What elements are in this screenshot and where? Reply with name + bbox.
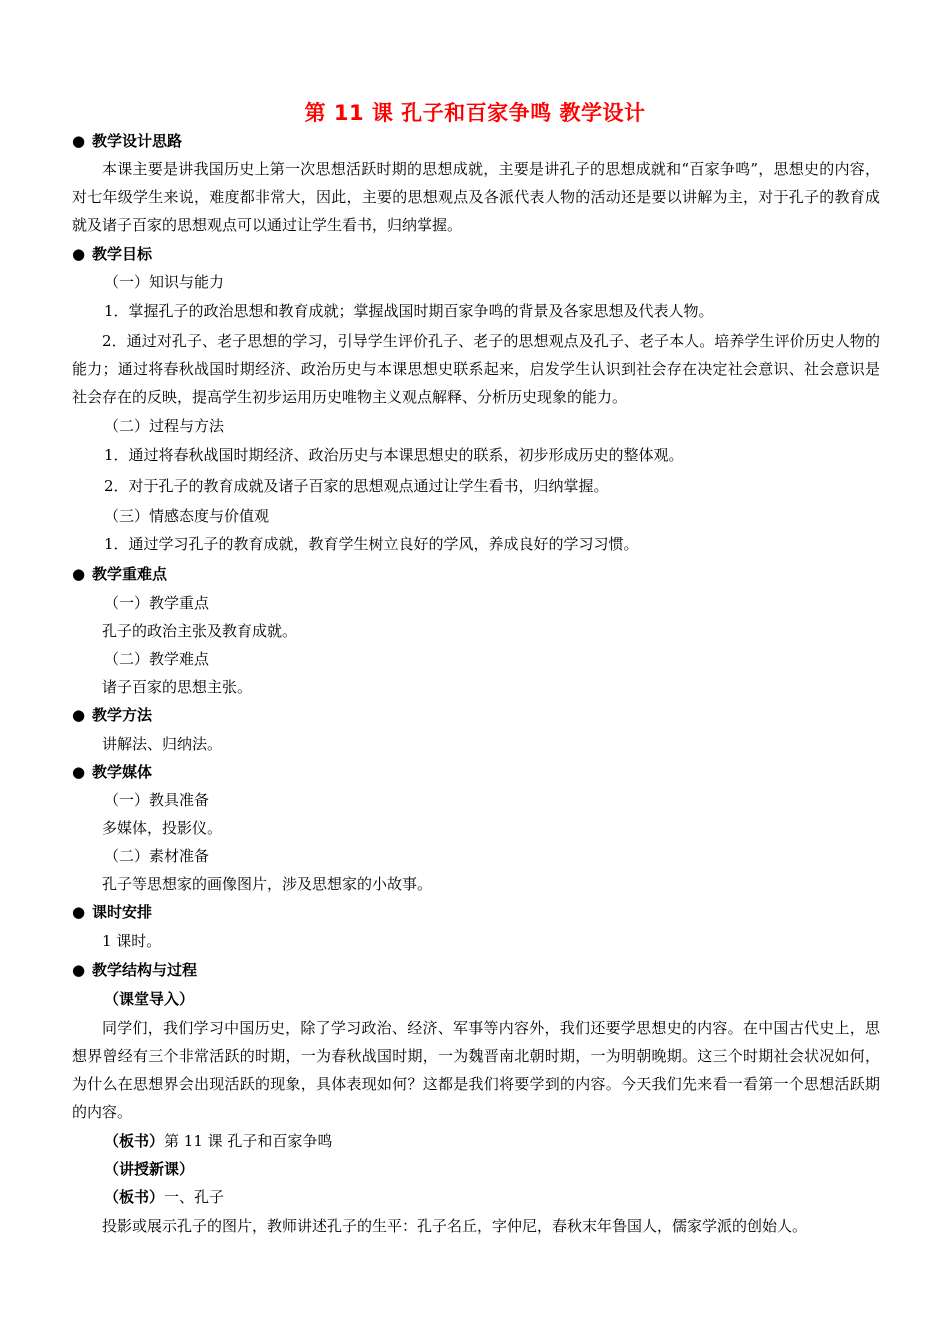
process-new-lesson-label: （讲授新课） bbox=[104, 1160, 195, 1178]
process-board-line-2 bbox=[104, 1183, 950, 1211]
design-idea-paragraph: 本课主要是讲我国历史上第一次思想活跃时期的思想成就，主要是讲孔子的思想成就和“百家争鸣”，思想史的内容，对七年级学生来说，难度都非常大，因此，主要的思想观点及各派代表人物的活动还是要以讲解为主，对于孔子的教育成就及诸子百家的思想观点可以通过让学生看书，归纳掌握。 bbox=[72, 160, 880, 234]
schedule-text: 1 课时。 bbox=[102, 932, 162, 950]
methods-text: 讲解法、归纳法。 bbox=[102, 735, 223, 753]
media-subheading-materials: （二）素材准备 bbox=[104, 847, 210, 865]
process-intro-label: （课堂导入） bbox=[104, 990, 195, 1008]
goals-item-3: 1．通过将春秋战国时期经济、政治历史与本课思想史的联系，初步形成历史的整体观。 bbox=[104, 446, 684, 464]
goals-item-5: 1．通过学习孔子的教育成就，教育学生树立良好的学风，养成良好的学习习惯。 bbox=[104, 535, 639, 553]
media-materials-text: 孔子等思想家的画像图片，涉及思想家的小故事。 bbox=[102, 875, 433, 893]
key-points-focus-text: 孔子的政治主张及教育成就。 bbox=[102, 622, 298, 640]
bullet-icon: ● bbox=[72, 132, 86, 150]
section-heading-process: ● 教学结构与过程 bbox=[72, 956, 950, 984]
process-confucius-bio: 投影或展示孔子的图片，教师讲述孔子的生平：孔子名丘，字仲尼，春秋末年鲁国人，儒家学派的创始人。 bbox=[102, 1217, 808, 1235]
section-heading-media: ● 教学媒体 bbox=[72, 758, 950, 786]
process-board-line-1 bbox=[104, 1127, 950, 1155]
process-intro-paragraph: 同学们，我们学习中国历史，除了学习政治、经济、军事等内容外，我们还要学思想史的内容。在中国古代史上，思想界曾经有三个非常活跃的时期，一为春秋战国时期，一为魏晋南北朝时期，一为明朝晚期。这三个时期社会状况如何，为什么在思想界会出现活跃的现象，具体表现如何？这都是我们将要学到的内容。今天我们先来看一看第一个思想活跃期的内容。 bbox=[72, 1019, 880, 1121]
media-subheading-tools: （一）教具准备 bbox=[104, 791, 210, 809]
bullet-icon: ● bbox=[72, 565, 86, 583]
section-heading-key-points: ● 教学重难点 bbox=[72, 560, 950, 588]
media-tools-text: 多媒体，投影仪。 bbox=[102, 819, 223, 837]
key-points-difficulty-text: 诸子百家的思想主张。 bbox=[102, 678, 253, 696]
goals-subheading-knowledge: （一）知识与能力 bbox=[104, 273, 225, 291]
section-heading-design-idea: ● 教学设计思路 bbox=[72, 127, 950, 155]
goals-item-1: 1．掌握孔子的政治思想和教育成就；掌握战国时期百家争鸣的背景及各家思想及代表人物。 bbox=[104, 302, 714, 320]
goals-subheading-values: （三）情感态度与价值观 bbox=[104, 507, 270, 525]
bullet-icon: ● bbox=[72, 961, 86, 979]
bullet-icon: ● bbox=[72, 763, 86, 781]
board-label: （板书） bbox=[104, 1188, 165, 1206]
goals-item-4: 2．对于孔子的教育成就及诸子百家的思想观点通过让学生看书，归纳掌握。 bbox=[104, 477, 609, 495]
board-text: 第 11 课 孔子和百家争鸣 bbox=[164, 1132, 333, 1150]
goals-subheading-process: （二）过程与方法 bbox=[104, 417, 225, 435]
bullet-icon: ● bbox=[72, 706, 86, 724]
section-heading-methods: ● 教学方法 bbox=[72, 701, 950, 729]
bullet-icon: ● bbox=[72, 245, 86, 263]
key-points-subheading-focus: （一）教学重点 bbox=[104, 594, 210, 612]
section-heading-schedule: ● 课时安排 bbox=[72, 898, 950, 926]
section-heading-goals: ● 教学目标 bbox=[72, 240, 950, 268]
board-text: 一、孔子 bbox=[164, 1188, 225, 1206]
goals-item-2: 2．通过对孔子、老子思想的学习，引导学生评价孔子、老子的思想观点及孔子、老子本人。培养学生评价历史人物的能力；通过将春秋战国时期经济、政治历史与本课思想史联系起来，启发学生认识到社会存在决定社会意识、社会意识是社会存在的反映，提高学生初步运用历史唯物主义观点解释、分析历史现象的能力。 bbox=[72, 332, 880, 406]
board-label: （板书） bbox=[104, 1132, 165, 1150]
key-points-subheading-difficulty: （二）教学难点 bbox=[104, 650, 210, 668]
document-title: 第 11 课 孔子和百家争鸣 教学设计 bbox=[304, 101, 646, 125]
bullet-icon: ● bbox=[72, 903, 86, 921]
